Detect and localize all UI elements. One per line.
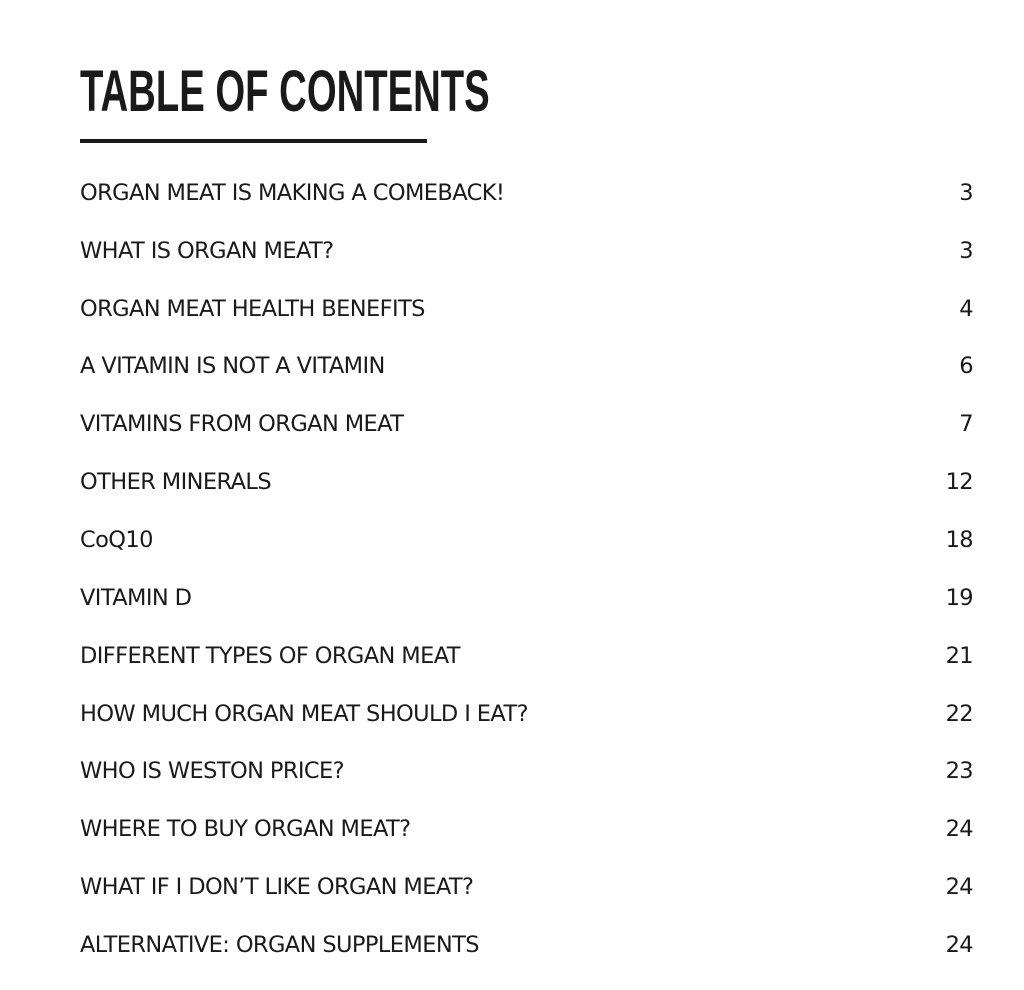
toc-entry-page: 3 [959, 179, 973, 206]
toc-entry[interactable] [80, 916, 973, 974]
toc-entry-label: VITAMINS FROM ORGAN MEAT [80, 411, 404, 438]
toc-entry[interactable] [80, 858, 973, 916]
toc-entry-page: 22 [945, 700, 973, 727]
toc-entry-label: VITAMIN D [80, 584, 192, 611]
page-title: TABLE OF CONTENTS [80, 59, 490, 124]
toc-entry-page: 4 [959, 295, 973, 322]
toc-entry-label: ORGAN MEAT HEALTH BENEFITS [80, 295, 425, 322]
toc-entry-label: WHERE TO BUY ORGAN MEAT? [80, 816, 411, 843]
toc-entry-label: A VITAMIN IS NOT A VITAMIN [80, 353, 385, 380]
title-container [80, 59, 490, 124]
toc-entry[interactable] [80, 685, 973, 743]
toc-entry-page: 23 [945, 758, 973, 785]
toc-entry-page: 24 [945, 874, 973, 901]
toc-entry-label: WHAT IF I DON’T LIKE ORGAN MEAT? [80, 874, 474, 901]
toc-entry-page: 7 [959, 411, 973, 438]
toc-entry-page: 21 [945, 642, 973, 669]
toc-entry-label: CoQ10 [80, 526, 153, 553]
toc-entry[interactable] [80, 742, 973, 800]
toc-entry-label: HOW MUCH ORGAN MEAT SHOULD I EAT? [80, 700, 528, 727]
toc-entry-page: 3 [959, 237, 973, 264]
toc-entry-page: 19 [945, 584, 973, 611]
toc-list [80, 164, 973, 974]
toc-entry-page: 18 [945, 526, 973, 553]
title-underline [80, 139, 427, 143]
toc-entry-label: WHAT IS ORGAN MEAT? [80, 237, 334, 264]
toc-entry-page: 24 [945, 816, 973, 843]
toc-entry[interactable] [80, 395, 973, 453]
toc-entry-label: ORGAN MEAT IS MAKING A COMEBACK! [80, 179, 505, 206]
toc-entry[interactable] [80, 164, 973, 222]
toc-entry-label: WHO IS WESTON PRICE? [80, 758, 344, 785]
toc-entry-label: ALTERNATIVE: ORGAN SUPPLEMENTS [80, 931, 479, 958]
toc-entry[interactable] [80, 453, 973, 511]
toc-entry-label: DIFFERENT TYPES OF ORGAN MEAT [80, 642, 460, 669]
toc-entry-page: 6 [959, 353, 973, 380]
toc-entry-page: 12 [945, 469, 973, 496]
toc-entry-page: 24 [945, 931, 973, 958]
toc-entry[interactable] [80, 280, 973, 338]
toc-entry[interactable] [80, 511, 973, 569]
toc-entry[interactable] [80, 338, 973, 396]
toc-entry[interactable] [80, 569, 973, 627]
toc-entry[interactable] [80, 627, 973, 685]
toc-entry-label: OTHER MINERALS [80, 469, 272, 496]
toc-entry[interactable] [80, 800, 973, 858]
toc-entry[interactable] [80, 222, 973, 280]
